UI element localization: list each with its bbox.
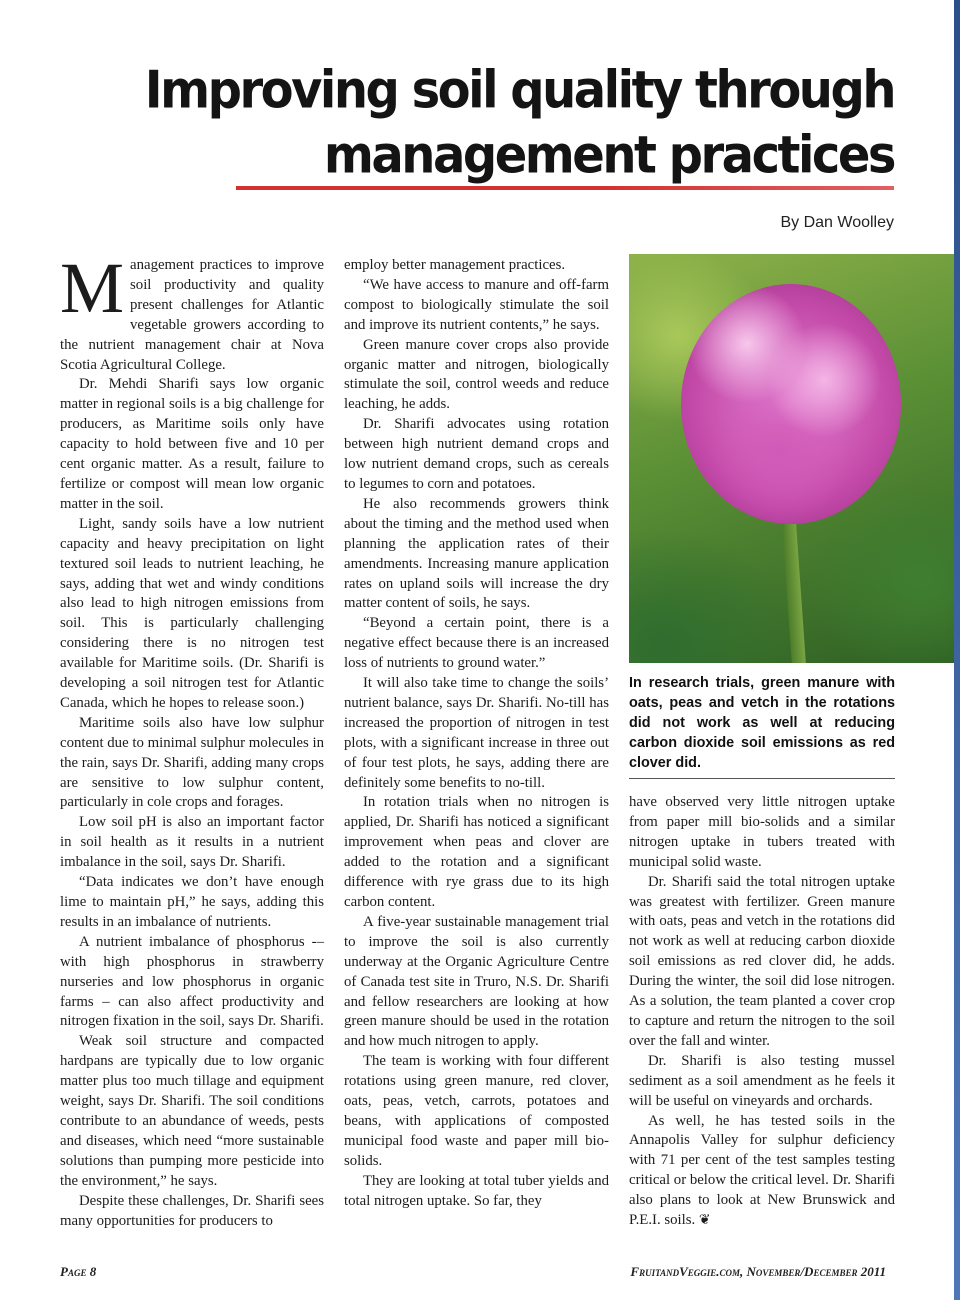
paragraph: Dr. Sharifi is also testing mussel sediment as a soil amendment as he feels it will be useful on vineyards and orchards. bbox=[629, 1052, 895, 1109]
paragraph: A five-year sustainable management trial to improve the soil is also currently underway at the Organic Agriculture Centre of Canada test site in Truro, N.S. Dr. Sharifi and fellow researchers are looking at how green manure should be used in the rotation and how much nitrogen to apply. bbox=[344, 913, 609, 1050]
title-line-2: management practices bbox=[323, 124, 894, 186]
paragraph: Dr. Sharifi advocates using rotation between high nutrient demand crops and low nutrient demand crops, such as cereals to legumes to corn and potatoes. bbox=[344, 416, 609, 492]
paragraph: Light, sandy soils have a low nutrient capacity and heavy precipitation on light textured soil leads to nutrient leaching, he says, adding that wet and windy conditions also lead to high nitrogen emissions from soil. This is particularly challenging considering there is no nitrogen test available for Maritime soils. (Dr. Sharifi is developing a soil nitrogen test for Atlantic Canada, which he hopes to release soon.) bbox=[60, 515, 324, 711]
paragraph: He also recommends growers think about the timing and the method used when planning the application rates of their amendments. Increasing manure application rates on upland soils will increase the dry matter content of soils, he says. bbox=[344, 495, 609, 612]
paragraph: Despite these challenges, Dr. Sharifi sees many opportunities for producers to bbox=[60, 1192, 324, 1229]
title-line-1: Improving soil quality through bbox=[144, 60, 894, 121]
paragraph: The team is working with four different rotations using green manure, red clover, oats, peas, vetch, carrots, potatoes and beans, with applications of composted municipal food waste and paper mill bio-solids. bbox=[344, 1053, 609, 1169]
paragraph: They are looking at total tuber yields and total nitrogen uptake. So far, they bbox=[344, 1172, 609, 1209]
paragraph: It will also take time to change the soils’ nutrient balance, says Dr. Sharifi. No-till has increased the proportion of nitrogen in test plots, with a significant increase in three out of four test plots, he says, adding there are definitely some benefits to no-till. bbox=[344, 675, 609, 791]
article-title bbox=[134, 58, 894, 188]
paragraph: Green manure cover crops also provide organic matter and nitrogen, biologically stimulate the soil, control weeds and reduce leaching, he adds. bbox=[344, 336, 609, 413]
paragraph: Maritime soils also have low sulphur content due to minimal sulphur molecules in the rain, says Dr. Sharifi, adding many crops are sensitive to low sulphur content, particularly in cole crops and forages. bbox=[60, 714, 324, 811]
paragraph: “We have access to manure and off-farm compost to biologically stimulate the soil and improve its nutrient contents,” he says. bbox=[344, 276, 609, 333]
paragraph: Weak soil structure and compacted hardpans are typically due to low organic matter plus too much tillage and equipment weight, says Dr. Sharifi. The soil conditions contribute to an abundance of weeds, pests and diseases, which need “more sustainable solutions than pumping more pesticide into the environment,” he says. bbox=[60, 1033, 324, 1189]
paragraph: Low soil pH is also an important factor in soil health as it results in a nutrient imbalance in the soil, says Dr. Sharifi. bbox=[60, 814, 324, 871]
clover-photo bbox=[629, 254, 954, 663]
paragraph: employ better management practices. bbox=[344, 257, 566, 273]
paragraph: Dr. Sharifi said the total nitrogen uptake was greatest with fertilizer. Green manure with oats, peas and vetch in the rotations did not work as well at reducing carbon dioxide soil emissions as red clover did, he adds. During the winter, the soil did lose nitrogen. As a solution, the team planted a cover crop to capture and return the nitrogen to the soil over the fall and winter. bbox=[629, 873, 895, 1049]
paragraph: As well, he has tested soils in the Annapolis Valley for sulphur deficiency with 71 per cent of the test samples testing critical or below the critical level. Dr. Sharifi also plans to look at New Brunswick and P.E.I. soils. ❦ bbox=[629, 1112, 895, 1229]
paragraph: Management practices to improve soil productivity and quality present challenges for Atlantic vegetable growers according to the nutrient management chair at Nova Scotia Agricultural College. bbox=[60, 248, 324, 373]
end-mark-icon: ❦ bbox=[698, 1213, 711, 1229]
paragraph: A nutrient imbalance of phosphorus -– with high phosphorus in strawberry nurseries and low phosphorus in organic farms – can also affect productivity and nitrogen fixation in the soil, says Dr. Sharifi. bbox=[60, 933, 324, 1030]
page-number: Page 8 bbox=[60, 1264, 97, 1279]
drop-cap: M bbox=[60, 248, 125, 328]
clover-stem bbox=[782, 519, 806, 663]
title-rule bbox=[236, 186, 894, 190]
caption-rule bbox=[629, 778, 895, 779]
column-1 bbox=[60, 248, 324, 1231]
column-2 bbox=[344, 256, 609, 1212]
page-edge-bar bbox=[954, 0, 960, 1300]
clover-flower-head bbox=[681, 284, 901, 524]
publication-line: FruitandVeggie.com, November/December 2011 bbox=[630, 1264, 886, 1279]
paragraph: have observed very little nitrogen uptake from paper mill bio-solids and a similar nitrogen uptake in tubers treated with municipal solid waste. bbox=[629, 794, 895, 870]
paragraph: “Beyond a certain point, there is a negative effect because there is an increased loss of nutrients to ground water.” bbox=[344, 615, 609, 672]
paragraph: “Data indicates we don’t have enough lime to maintain pH,” he says, adding this results in an imbalance of nutrients. bbox=[60, 874, 324, 930]
photo-caption: In research trials, green manure with oats, peas and vetch in the rotations did not work as well at reducing carbon dioxide soil emissions as red clover did. bbox=[629, 675, 895, 771]
column-3 bbox=[629, 793, 895, 1231]
paragraph: In rotation trials when no nitrogen is applied, Dr. Sharifi has noticed a significant improvement when peas and clover are added to the rotation and a significant difference with rye grass due to its high carbon content. bbox=[344, 794, 609, 910]
paragraph: Dr. Mehdi Sharifi says low organic matter in regional soils is a big challenge for producers, as Maritime soils only have capacity to hold between five and 10 per cent organic matter. As a result, failure to fertilize or compost will mean low organic matter in the soil. bbox=[60, 376, 324, 512]
byline: By Dan Woolley bbox=[780, 214, 894, 231]
